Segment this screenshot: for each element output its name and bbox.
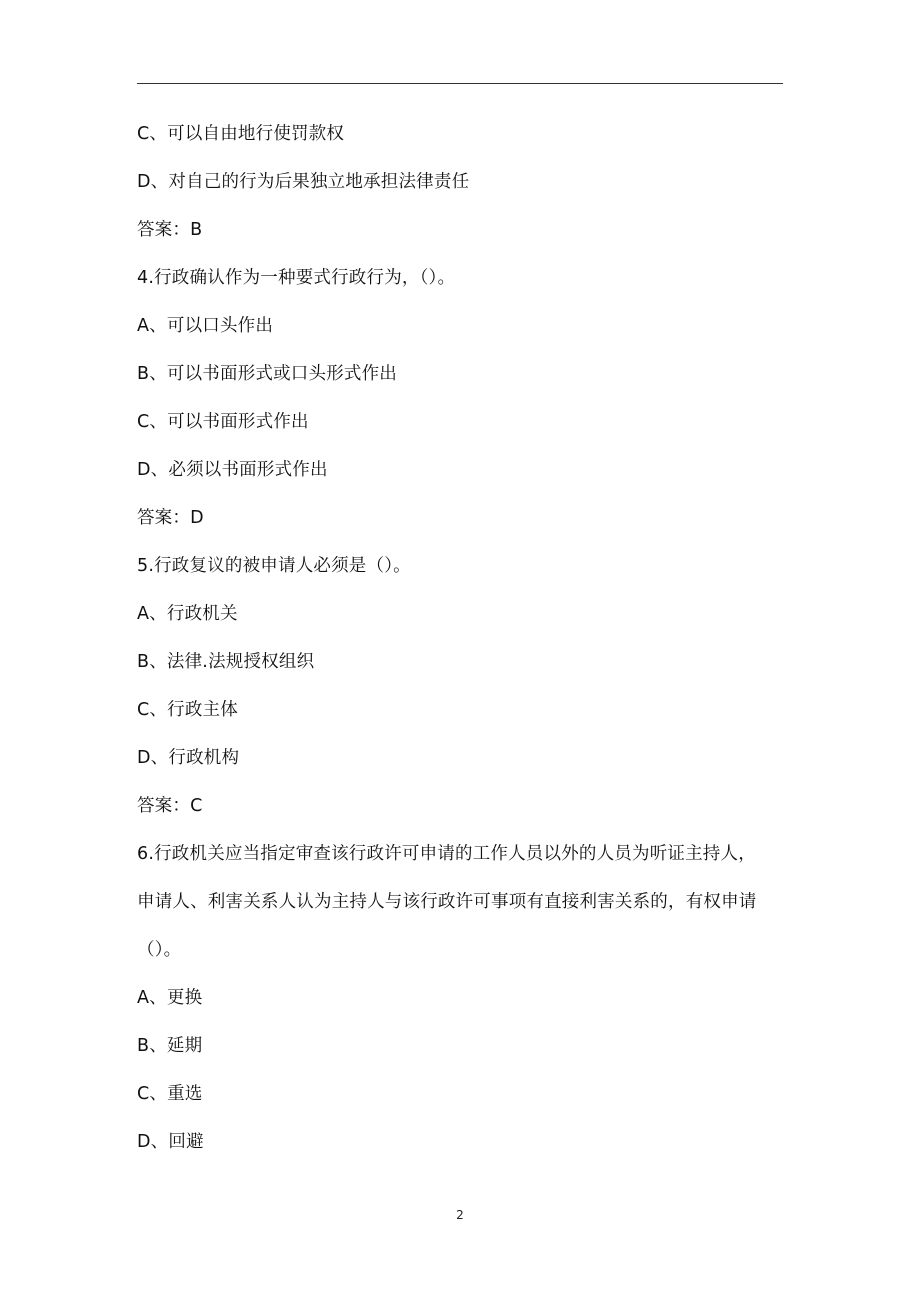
option-a-q5: A、行政机关 xyxy=(137,604,238,624)
document-body xyxy=(137,110,817,1166)
question-5: 5.行政复议的被申请人必须是（）。 xyxy=(137,556,411,576)
page-number: 2 xyxy=(456,1208,464,1222)
option-d-q6: D、回避 xyxy=(137,1132,204,1152)
answer-q5: 答案：C xyxy=(137,796,203,816)
option-c-q4: C、可以书面形式作出 xyxy=(137,412,309,432)
answer-q4: 答案：D xyxy=(137,508,204,528)
option-c-q6: C、重选 xyxy=(137,1084,203,1104)
option-a-q4: A、可以口头作出 xyxy=(137,316,274,336)
option-b-q4: B、可以书面形式或口头形式作出 xyxy=(137,364,398,384)
option-d-q3: D、对自己的行为后果独立地承担法律责任 xyxy=(137,172,470,192)
option-c-q5: C、行政主体 xyxy=(137,700,238,720)
header-rule xyxy=(137,83,783,84)
option-c-q3: C、可以自由地行使罚款权 xyxy=(137,124,345,144)
question-6-line-2: 申请人、利害关系人认为主持人与该行政许可事项有直接利害关系的，有权申请 xyxy=(137,892,757,912)
option-b-q6: B、延期 xyxy=(137,1036,203,1056)
question-6-line-3: （）。 xyxy=(137,940,182,960)
question-6-line-1: 6.行政机关应当指定审查该行政许可申请的工作人员以外的人员为听证主持人， xyxy=(137,844,756,864)
option-d-q5: D、行政机构 xyxy=(137,748,240,768)
question-4: 4.行政确认作为一种要式行政行为，（）。 xyxy=(137,268,456,288)
answer-q3: 答案：B xyxy=(137,220,203,240)
option-b-q5: B、法律.法规授权组织 xyxy=(137,652,315,672)
option-a-q6: A、更换 xyxy=(137,988,203,1008)
option-d-q4: D、必须以书面形式作出 xyxy=(137,460,328,480)
